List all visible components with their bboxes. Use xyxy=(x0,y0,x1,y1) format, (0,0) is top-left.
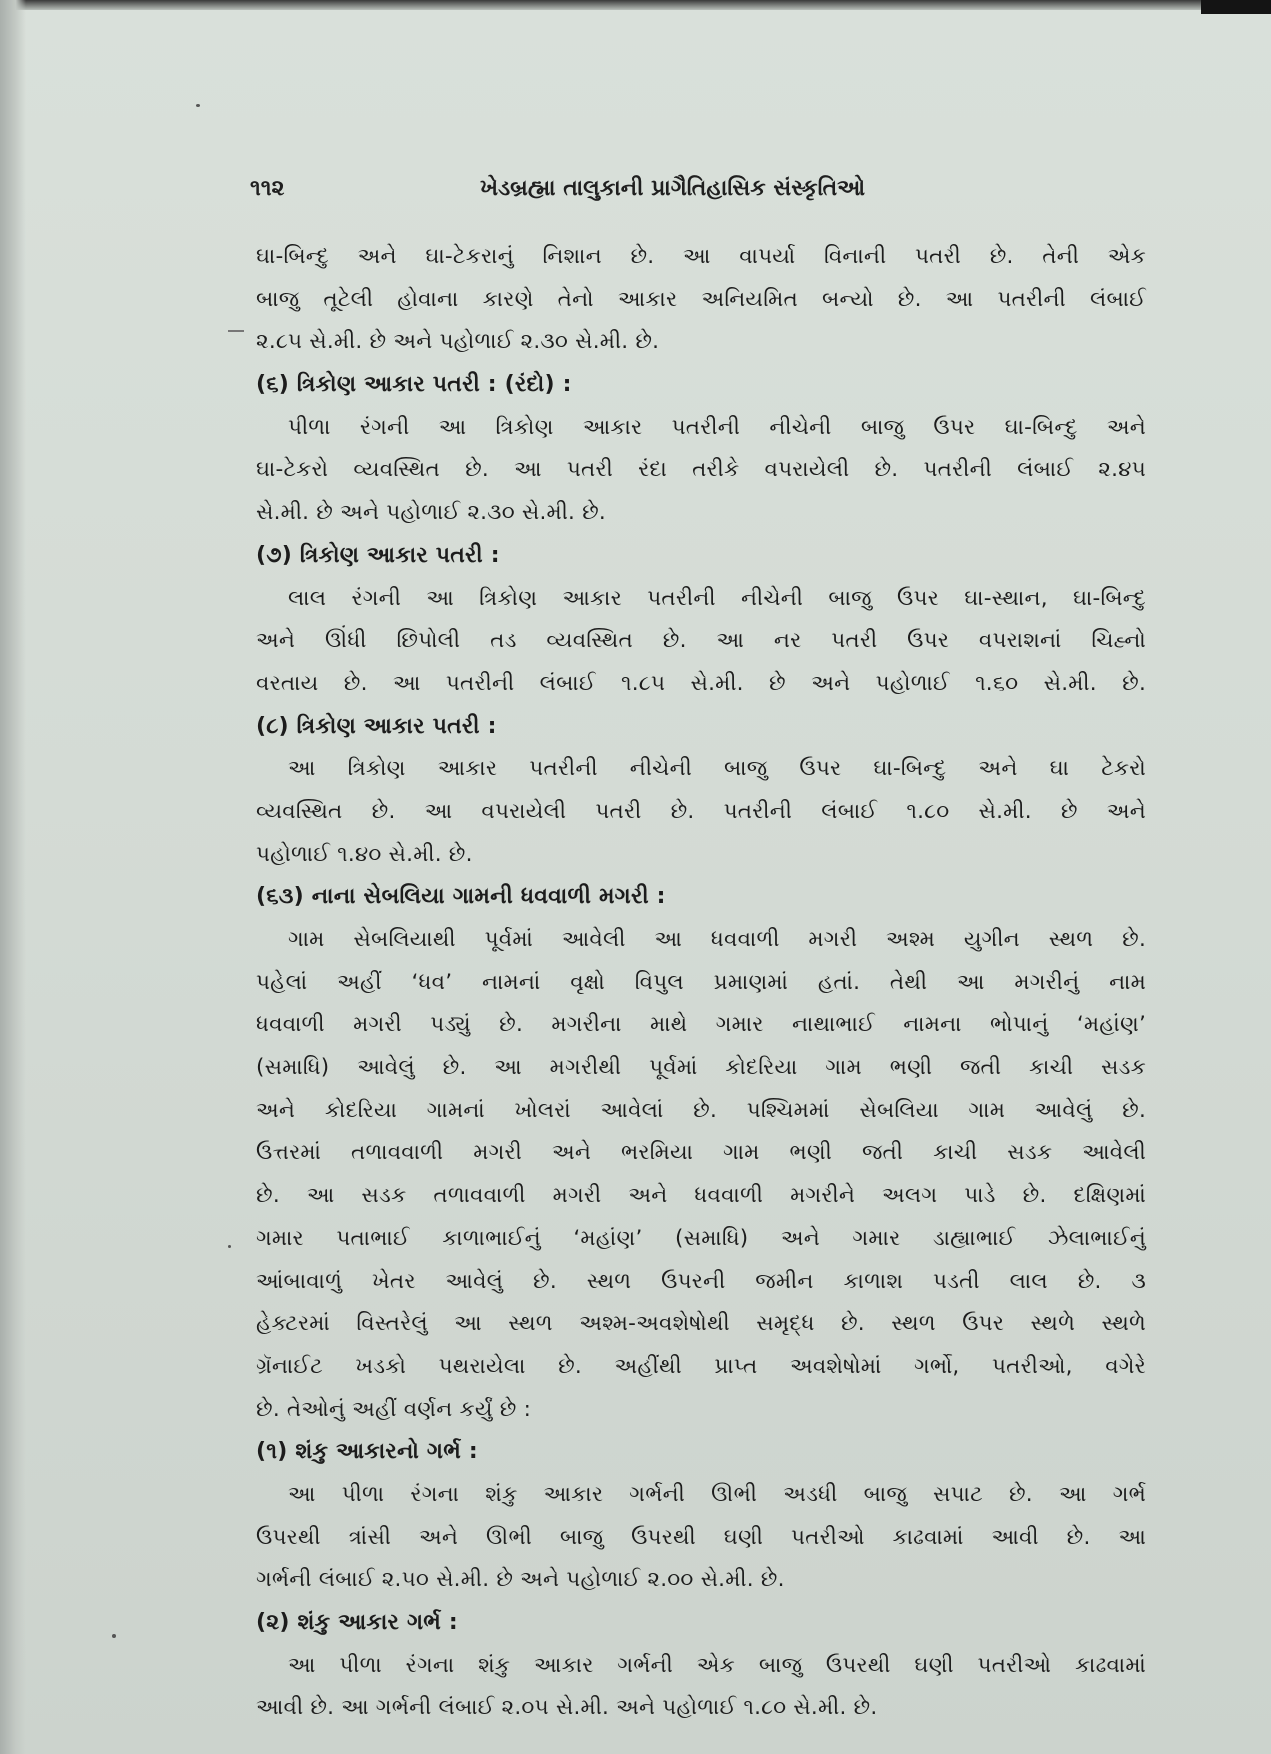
text-line: બાજુ તૂટેલી હોવાના કારણે તેનો આકાર અનિયમિત બન્યો છે. આ પતરીની લંબાઈ xyxy=(256,286,1146,312)
text-line: છે. તેઓનું અહીં વર્ણન કર્યું છે : xyxy=(256,1396,532,1422)
page-body xyxy=(256,236,1146,1730)
text-line: ધવવાળી મગરી પડ્યું છે. મગરીના માથે ગમાર નાથાભાઈ નામના ભોપાનું ‘મહાંણ’ xyxy=(256,1012,1146,1038)
binding-shadow xyxy=(0,0,26,1754)
page-top-edge xyxy=(0,0,1271,10)
text-line: આવી છે. આ ગર્ભની લંબાઈ ૨.૦૫ સે.મી. અને પહોળાઈ ૧.૮૦ સે.મી. છે. xyxy=(256,1695,878,1721)
text-line: સે.મી. છે અને પહોળાઈ ૨.૩૦ સે.મી. છે. xyxy=(256,500,606,526)
text-line: આ પીળા રંગના શંકુ આકાર ગર્ભની એક બાજુ ઉપરથી ઘણી પતરીઓ કાઢવામાં xyxy=(288,1652,1146,1678)
text-line: ગર્ભની લંબાઈ ૨.૫૦ સે.મી. છે અને પહોળાઈ ૨.૦૦ સે.મી. છે. xyxy=(256,1567,785,1593)
text-line: ઘા-બિન્દુ અને ઘા-ટેકરાનું નિશાન છે. આ વાપર્યા વિનાની પતરી છે. તેની એક xyxy=(256,244,1146,269)
text-line: પહોળાઈ ૧.૪૦ સે.મી. છે. xyxy=(256,841,473,867)
text-line: વરતાય છે. આ પતરીની લંબાઈ ૧.૮૫ સે.મી. છે અને પહોળાઈ ૧.૬૦ સે.મી. છે. xyxy=(256,670,1146,696)
section-heading: (૬) ત્રિકોણ આકાર પતરી : (રંદો) : xyxy=(256,372,572,398)
speck-mark xyxy=(196,104,200,107)
page-number: ૧૧૨ xyxy=(250,176,285,201)
text-line: (સમાધિ) આવેલું છે. આ મગરીથી પૂર્વમાં કોદરિયા ગામ ભણી જતી કાચી સડક xyxy=(256,1055,1146,1081)
speck-mark xyxy=(228,1245,231,1248)
text-line: હેક્ટરમાં વિસ્તરેલું આ સ્થળ અશ્મ-અવશેષોથી સમૃદ્ધ છે. સ્થળ ઉપર સ્થળે સ્થળે xyxy=(256,1311,1146,1337)
section-heading: (૨) શંકુ આકાર ગર્ભ : xyxy=(256,1610,458,1635)
text-line: ઘા-ટેકરો વ્યવસ્થિત છે. આ પતરી રંદા તરીકે વપરાયેલી છે. પતરીની લંબાઈ ૨.૪૫ xyxy=(256,457,1146,483)
text-line: ગ્રૅનાઈટ ખડકો પથરાયેલા છે. અહીંથી પ્રાપ્ત અવશેષોમાં ગર્ભો, પતરીઓ, વગેરે xyxy=(256,1353,1146,1379)
text-line: ગમાર પતાભાઈ કાળાભાઈનું ‘મહાંણ’ (સમાધિ) અને ગમાર ડાહ્યાભાઈ ઝેલાભાઈનું xyxy=(256,1225,1146,1251)
text-line: અને ઊંધી છિપોલી તડ વ્યવસ્થિત છે. આ નર પતરી ઉપર વપરાશનાં ચિહ્નો xyxy=(256,628,1146,654)
speck-mark xyxy=(112,1634,116,1638)
text-line: ગામ સેબલિયાથી પૂર્વમાં આવેલી આ ધવવાળી મગરી અશ્મ યુગીન સ્થળ છે. xyxy=(288,927,1146,952)
page-corner-shadow xyxy=(1201,0,1271,14)
text-line: અને કોદરિયા ગામનાં ખોલરાં આવેલાં છે. પશ્ચિમમાં સેબલિયા ગામ આવેલું છે. xyxy=(256,1097,1146,1123)
section-heading: (૮) ત્રિકોણ આકાર પતરી : xyxy=(256,713,497,739)
section-heading: (૭) ત્રિકોણ આકાર પતરી : xyxy=(256,542,500,568)
text-line: આ પીળા રંગના શંકુ આકાર ગર્ભની ઊભી અડધી બાજુ સપાટ છે. આ ગર્ભ xyxy=(288,1481,1146,1507)
margin-dash-mark xyxy=(228,330,244,332)
section-heading: (૧) શંકુ આકારનો ગર્ભ : xyxy=(256,1439,478,1465)
page-header xyxy=(250,176,1150,212)
text-line: આંબાવાળું ખેતર આવેલું છે. સ્થળ ઉપરની જમીન કાળાશ પડતી લાલ છે. ૩ xyxy=(256,1268,1146,1294)
running-title: ખેડબ્રહ્મા તાલુકાની પ્રાગૈતિહાસિક સંસ્કૃતિઓ xyxy=(480,176,866,201)
text-line: છે. આ સડક તળાવવાળી મગરી અને ધવવાળી મગરીને અલગ પાડે છે. દક્ષિણમાં xyxy=(256,1183,1146,1209)
site-heading: (૬૩) નાના સેબલિયા ગામની ધવવાળી મગરી : xyxy=(256,884,666,910)
text-line: ઉપરથી ત્રાંસી અને ઊભી બાજુ ઉપરથી ઘણી પતરીઓ કાઢવામાં આવી છે. આ xyxy=(256,1524,1146,1550)
text-line: આ ત્રિકોણ આકાર પતરીની નીચેની બાજુ ઉપર ઘા-બિન્દુ અને ઘા ટેકરો xyxy=(288,756,1146,782)
text-line: ઉત્તરમાં તળાવવાળી મગરી અને ભરમિયા ગામ ભણી જતી કાચી સડક આવેલી xyxy=(256,1140,1146,1166)
text-line: વ્યવસ્થિત છે. આ વપરાયેલી પતરી છે. પતરીની લંબાઈ ૧.૮૦ સે.મી. છે અને xyxy=(256,798,1146,824)
text-line: ૨.૮૫ સે.મી. છે અને પહોળાઈ ૨.૩૦ સે.મી. છે. xyxy=(256,329,660,355)
text-line: પીળા રંગની આ ત્રિકોણ આકાર પતરીની નીચેની બાજુ ઉપર ઘા-બિન્દુ અને xyxy=(288,414,1146,440)
text-line: પહેલાં અહીં ‘ધવ’ નામનાં વૃક્ષો વિપુલ પ્રમાણમાં હતાં. તેથી આ મગરીનું નામ xyxy=(256,969,1146,995)
text-line: લાલ રંગની આ ત્રિકોણ આકાર પતરીની નીચેની બાજુ ઉપર ઘા-સ્થાન, ઘા-બિન્દુ xyxy=(288,585,1146,611)
